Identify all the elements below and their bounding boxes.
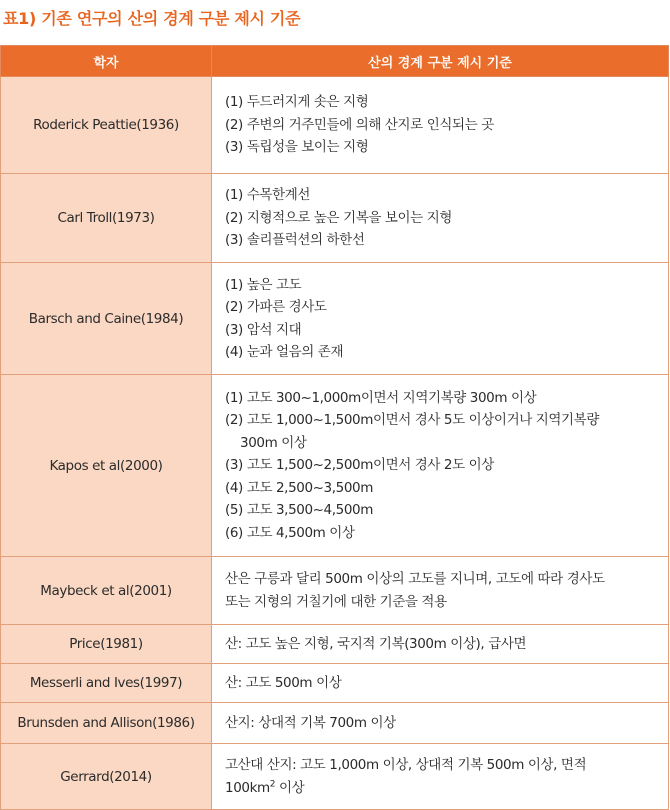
criteria-line: (3) 암석 지대	[225, 321, 302, 338]
criteria-cell	[212, 174, 669, 263]
criteria-cell	[212, 557, 669, 625]
criteria-line: 산: 고도 높은 지형, 국지적 기복(300m 이상), 급사면	[225, 635, 527, 652]
header-criteria: 산의 경계 구분 제시 기준	[212, 46, 669, 77]
criteria-line: (3) 독립성을 보이는 지형	[225, 139, 369, 156]
area-suffix: 이상	[275, 779, 305, 796]
mountain-boundary-criteria-table	[0, 45, 669, 810]
criteria-line: (1) 두드러지게 솟은 지형	[225, 94, 369, 111]
criteria-line: (6) 고도 4,500m 이상	[225, 524, 355, 541]
criteria-line: (4) 고도 2,500~3,500m	[225, 479, 373, 496]
scholar-cell: Maybeck et al(2001)	[1, 557, 212, 625]
criteria-line: 고산대 산지: 고도 1,000m 이상, 상대적 기복 500m 이상, 면적	[225, 757, 587, 773]
criteria-line: (3) 고도 1,500~2,500m이면서 경사 2도 이상	[225, 457, 494, 474]
table-row	[1, 703, 669, 744]
criteria-line: 산지: 상대적 기복 700m 이상	[225, 714, 396, 731]
criteria-line: (5) 고도 3,500~4,500m	[225, 502, 373, 519]
criteria-cell	[212, 625, 669, 664]
table-title: 표1) 기존 연구의 산의 경계 구분 제시 기준	[3, 9, 301, 28]
table-row	[1, 557, 669, 625]
scholar-cell: Barsch and Caine(1984)	[1, 263, 212, 375]
criteria-line: 300m 이상	[240, 434, 307, 451]
criteria-line: (1) 고도 300~1,000m이면서 지역기복량 300m 이상	[225, 389, 537, 406]
table-row	[1, 77, 669, 174]
scholar-cell: Roderick Peattie(1936)	[1, 77, 212, 174]
criteria-line: (4) 눈과 얼음의 존재	[225, 344, 344, 360]
criteria-line	[225, 777, 662, 800]
table-row	[1, 375, 669, 557]
header-row	[1, 46, 669, 77]
criteria-cell	[212, 744, 669, 810]
criteria-line: (2) 주변의 거주민들에 의해 산지로 인식되는 곳	[225, 116, 494, 133]
table-row	[1, 263, 669, 375]
criteria-line: (1) 높은 고도	[225, 276, 302, 293]
criteria-cell	[212, 664, 669, 703]
criteria-line: 산: 고도 500m 이상	[225, 674, 342, 691]
criteria-line: (1) 수목한계선	[225, 187, 311, 204]
scholar-cell: Messerli and Ives(1997)	[1, 664, 212, 703]
criteria-cell	[212, 263, 669, 375]
table-row	[1, 744, 669, 810]
scholar-cell: Brunsden and Allison(1986)	[1, 703, 212, 744]
criteria-line: (2) 지형적으로 높은 기복을 보이는 지형	[225, 209, 452, 226]
criteria-cell	[212, 375, 669, 557]
scholar-cell: Carl Troll(1973)	[1, 174, 212, 263]
criteria-line: (3) 솔리플럭션의 하한선	[225, 232, 365, 249]
table-row	[1, 174, 669, 263]
table-row	[1, 664, 669, 703]
superscript-exponent: 2	[269, 779, 276, 789]
criteria-line: (2) 고도 1,000~1,500m이면서 경사 5도 이상이거나 지역기복량	[225, 412, 599, 429]
criteria-line: (2) 가파른 경사도	[225, 299, 327, 315]
header-scholar: 학자	[1, 46, 212, 77]
criteria-cell	[212, 703, 669, 744]
area-value: 100km	[225, 779, 270, 796]
scholar-cell: Kapos et al(2000)	[1, 375, 212, 557]
scholar-cell: Gerrard(2014)	[1, 744, 212, 810]
criteria-line: 또는 지형의 거칠기에 대한 기준을 적용	[225, 593, 447, 610]
scholar-cell: Price(1981)	[1, 625, 212, 664]
table-row	[1, 625, 669, 664]
criteria-line: 산은 구릉과 달리 500m 이상의 고도를 지니며, 고도에 따라 경사도	[225, 571, 605, 587]
criteria-cell	[212, 77, 669, 174]
